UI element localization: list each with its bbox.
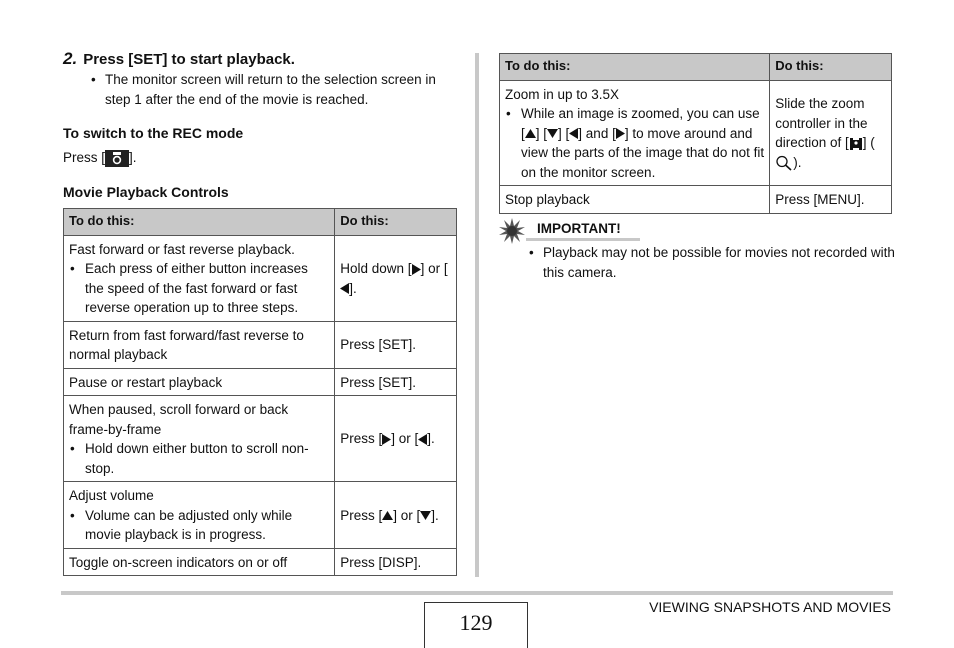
step-heading [63,49,295,69]
table-row [64,482,457,549]
todo-bullet [521,104,764,182]
header-todo: To do this: [64,209,335,236]
header-dothis: Do this: [770,54,892,81]
rec-mode-instruction [63,150,137,167]
todo-cell: Toggle on-screen indicators on or off [64,548,335,576]
todo-cell [500,80,770,186]
dothis-cell: Press [SET]. [335,321,457,368]
step-number: 2. [63,49,78,68]
down-triangle-icon [547,129,558,138]
todo-bullet: • Each press of either button increases the speed of the fast forward or fast reverse operation up to three steps. [85,259,329,318]
table-header-row [64,209,457,236]
dothis-cell: Press [SET]. [335,368,457,396]
rec-mode-heading: To switch to the REC mode [63,125,244,141]
left-triangle-icon [418,434,427,445]
todo-bullet: • Hold down either button to scroll non-stop. [85,439,329,478]
todo-cell: Return from fast forward/fast reverse to normal playback [64,321,335,368]
movie-controls-table [63,208,457,576]
left-triangle-icon [569,128,578,139]
todo-bullet: • Volume can be adjusted only while movie playback is in progress. [85,506,329,545]
todo-cell [64,235,335,321]
dothis-part: ] or [ [393,507,421,523]
step-note-text: • The monitor screen will return to the selection screen in step 1 after the end of the movie is reached. [105,70,463,109]
left-triangle-icon [340,283,349,294]
dothis-part: ]. [431,507,439,523]
starburst-icon [499,218,525,244]
dothis-cell: Press [DISP]. [335,548,457,576]
down-triangle-icon [420,511,431,520]
telephoto-icon [849,137,863,151]
rec-press-suffix: ]. [129,150,137,166]
table-row [500,186,892,214]
dothis-part: ]. [427,431,435,447]
bullet-part: While an image is zoomed, you can use [ [521,106,760,141]
footer-divider [61,591,893,595]
table-row [64,235,457,321]
table-row [500,80,892,186]
todo-cell: Pause or restart playback [64,368,335,396]
right-triangle-icon [382,434,391,445]
dothis-part: Hold down [ [340,261,412,276]
dothis-cell [335,482,457,549]
dothis-part: Slide the zoom controller in the direction of [ [775,96,868,151]
rec-press-prefix: Press [ [63,150,106,166]
zoom-table [499,53,892,214]
header-todo: To do this: [500,54,770,81]
dothis-part: ]. [349,280,357,296]
bullet-part: ] [ [535,125,548,141]
dothis-part: ] or [ [420,261,448,276]
table-row [64,396,457,482]
table-row [64,548,457,576]
table-row [64,368,457,396]
bullet-part: ] [ [558,125,570,141]
important-note [529,243,899,282]
page-number: 129 [424,602,528,648]
dothis-cell [335,396,457,482]
dothis-part: ] ( [862,135,875,151]
camera-icon [105,150,129,167]
column-divider [475,53,479,577]
todo-text: Fast forward or fast reverse playback. [69,241,295,257]
header-dothis: Do this: [335,209,457,236]
right-triangle-icon [616,128,625,139]
todo-cell: Stop playback [500,186,770,214]
important-underline [526,238,640,241]
dothis-part: Press [ [340,507,383,523]
todo-text: Zoom in up to 3.5X [505,86,620,102]
dothis-part: Press [ [340,431,383,447]
dothis-cell [770,80,892,186]
dothis-part: ). [793,154,802,170]
important-note-text: • Playback may not be possible for movies not recorded with this camera. [543,243,899,282]
section-title: VIEWING SNAPSHOTS AND MOVIES [649,599,891,615]
step-note [91,70,463,109]
table-header-row [500,54,892,81]
table-row [64,321,457,368]
up-triangle-icon [382,511,393,520]
right-triangle-icon [412,264,421,275]
up-triangle-icon [525,129,536,138]
bullet-part: ] and [ [578,125,616,141]
magnifier-icon [775,155,793,171]
dothis-part: ] or [ [391,431,419,447]
dothis-cell: Press [MENU]. [770,186,892,214]
todo-text: When paused, scroll forward or back frame-by-frame [69,402,289,437]
todo-cell [64,396,335,482]
important-label: IMPORTANT! [537,221,621,236]
todo-cell [64,482,335,549]
bullet-part: ] to move around and view the parts of the image that do not fit on the monitor screen. [521,125,765,180]
movie-controls-heading: Movie Playback Controls [63,184,229,200]
todo-text: Adjust volume [69,488,154,503]
dothis-cell [335,235,457,321]
step-title: Press [SET] to start playback. [83,51,295,68]
